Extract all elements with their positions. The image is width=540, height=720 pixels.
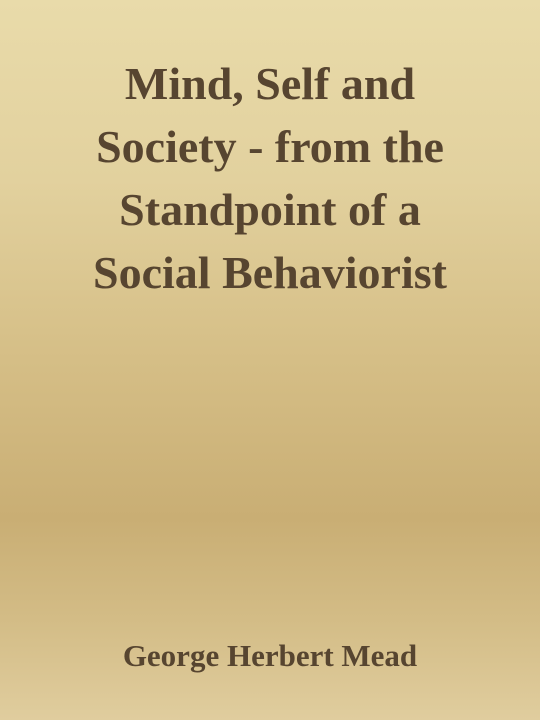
title-line-1: Mind, Self and	[124, 58, 416, 109]
book-title	[20, 52, 520, 304]
title-line-3: Standpoint of a	[119, 184, 421, 235]
book-author: George Herbert Mead	[122, 638, 418, 673]
title-line-2: Society - from the	[96, 121, 444, 172]
title-line-4: Social Behaviorist	[93, 247, 447, 298]
